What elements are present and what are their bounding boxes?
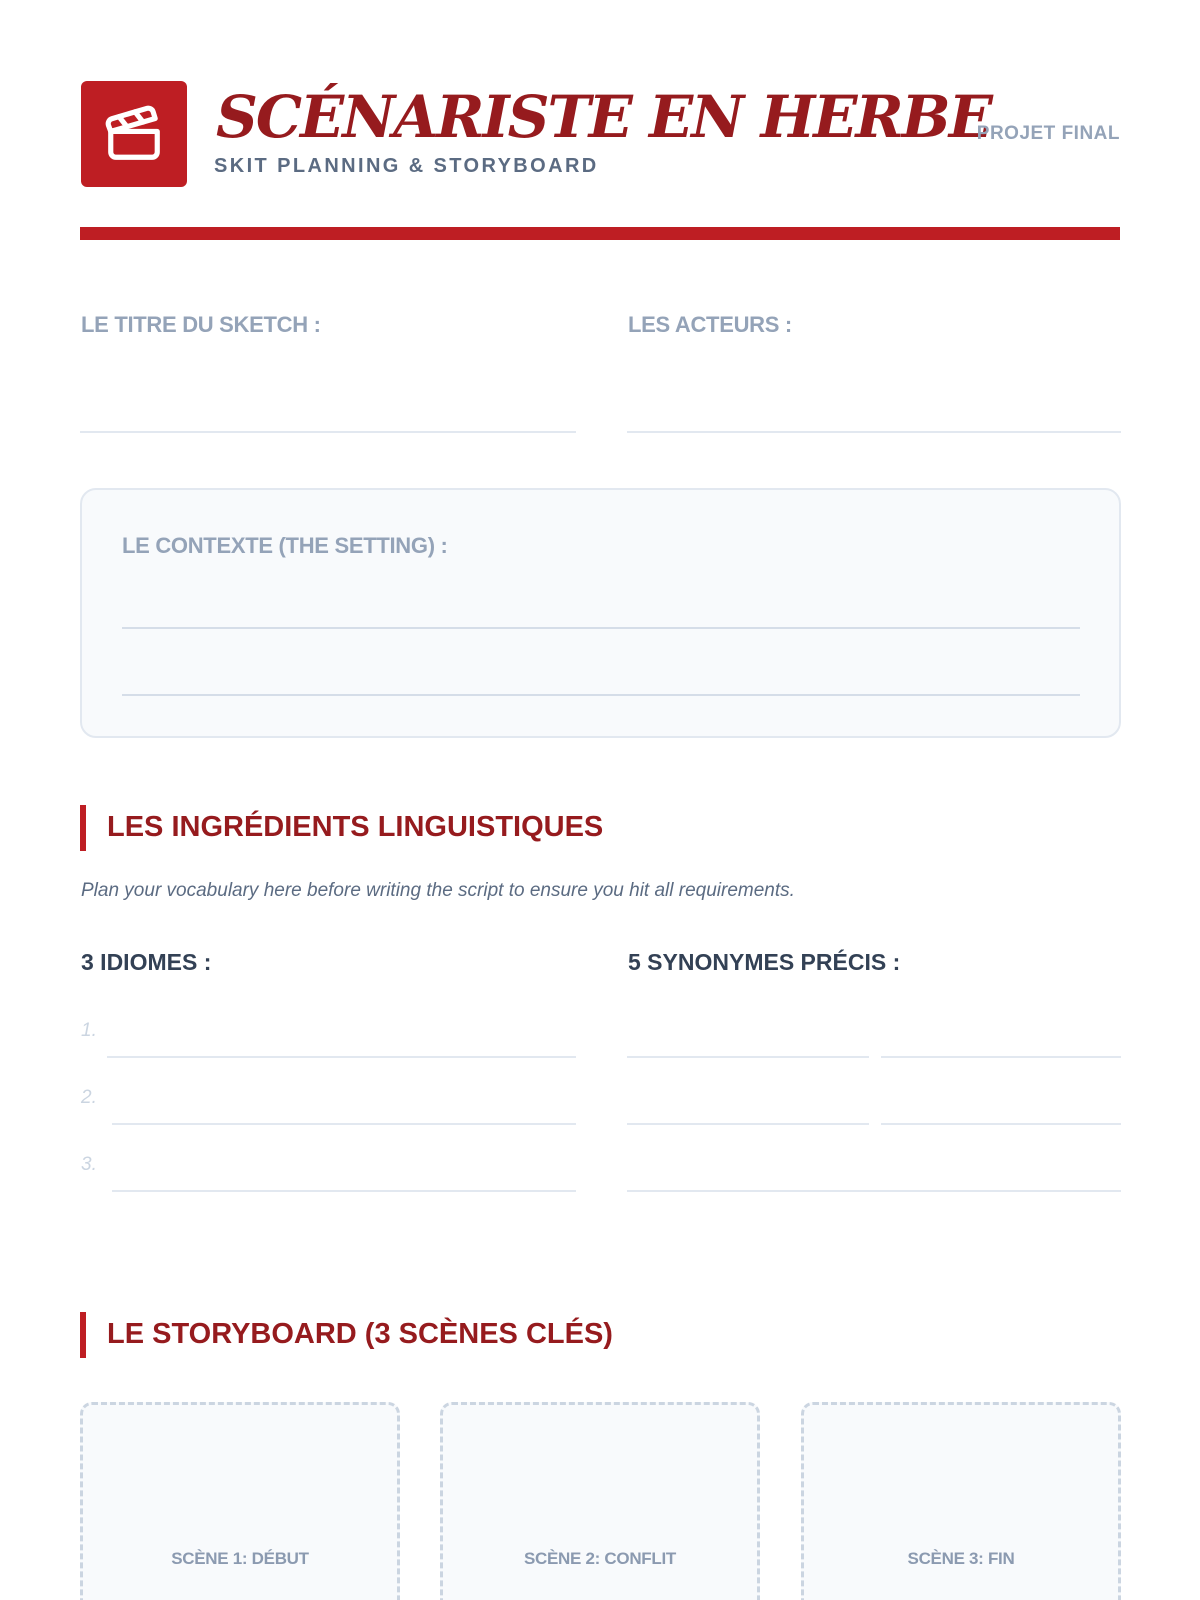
- idioms-label: 3 IDIOMES :: [81, 949, 212, 975]
- storyboard-heading: LE STORYBOARD (3 SCÈNES CLÉS): [107, 1318, 613, 1350]
- logo-badge: [81, 81, 187, 187]
- linguistics-note: Plan your vocabulary here before writing the script to ensure you hit all requirements.: [81, 880, 795, 901]
- section-accent-bar: [80, 1312, 86, 1358]
- actors-line[interactable]: [627, 431, 1121, 433]
- scene-label-1: SCÈNE 1: DÉBUT: [171, 1549, 309, 1568]
- synonym-line-5[interactable]: [627, 1190, 1121, 1192]
- context-line-1[interactable]: [122, 627, 1080, 629]
- scene-label-3: SCÈNE 3: FIN: [907, 1549, 1015, 1568]
- scene-frame-3[interactable]: [801, 1402, 1121, 1600]
- synonym-line-1[interactable]: [627, 1056, 869, 1058]
- sketch-title-label: LE TITRE DU SKETCH :: [81, 312, 321, 337]
- scene-frame-1[interactable]: [80, 1402, 400, 1600]
- sketch-title-line[interactable]: [80, 431, 576, 433]
- context-label: LE CONTEXTE (THE SETTING) :: [122, 533, 448, 558]
- synonym-line-2[interactable]: [881, 1056, 1121, 1058]
- synonym-line-4[interactable]: [881, 1123, 1121, 1125]
- synonym-line-3[interactable]: [627, 1123, 869, 1125]
- idiom-line-1[interactable]: [107, 1056, 576, 1058]
- idiom-number-3: 3.: [81, 1154, 97, 1175]
- page-subtitle: SKIT PLANNING & STORYBOARD: [214, 155, 599, 177]
- actors-label: LES ACTEURS :: [628, 312, 792, 337]
- linguistics-heading: LES INGRÉDIENTS LINGUISTIQUES: [107, 811, 604, 843]
- section-accent-bar: [80, 805, 86, 851]
- header-divider: [80, 227, 1120, 240]
- synonyms-label: 5 SYNONYMES PRÉCIS :: [628, 949, 901, 975]
- idiom-number-1: 1.: [81, 1020, 97, 1041]
- idiom-line-3[interactable]: [112, 1190, 576, 1192]
- context-card: [80, 488, 1121, 738]
- idiom-number-2: 2.: [81, 1087, 97, 1108]
- context-line-2[interactable]: [122, 694, 1080, 696]
- clapperboard-icon: [103, 103, 165, 165]
- page-title: SCÉNARISTE EN HERBE: [216, 83, 991, 151]
- scene-label-2: SCÈNE 2: CONFLIT: [524, 1549, 676, 1568]
- scene-frame-2[interactable]: [440, 1402, 760, 1600]
- project-tag: PROJET FINAL: [976, 123, 1120, 144]
- idiom-line-2[interactable]: [112, 1123, 576, 1125]
